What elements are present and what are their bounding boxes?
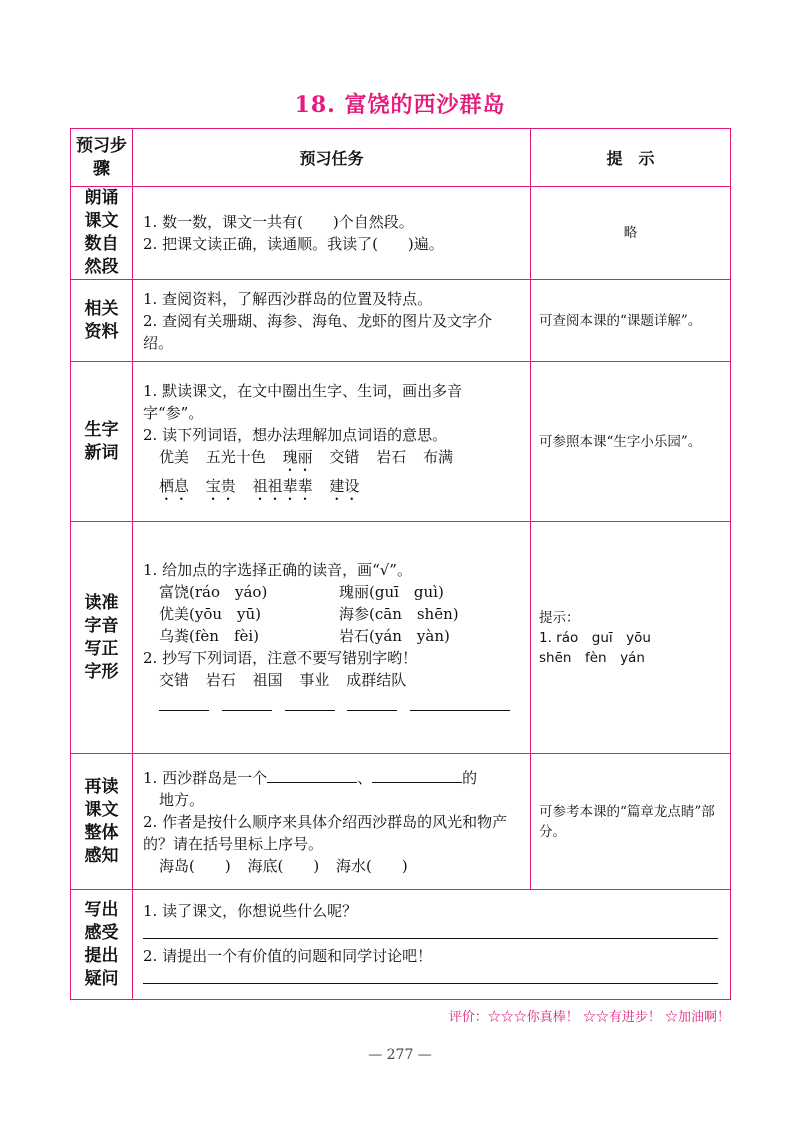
table-row: [71, 890, 731, 1000]
fill-blank[interactable]: [267, 782, 357, 783]
task-item: 2. 读下列词语，想办法理解加点词语的意思。: [143, 425, 448, 444]
pinyin-row: [143, 581, 520, 603]
word: 成群结队: [346, 670, 407, 689]
task-item: 2. 抄写下列词语，注意不要写错别字哟！: [143, 648, 418, 667]
dotted-word: 瑰丽: [282, 447, 313, 466]
header-hint: 提 示: [531, 129, 731, 187]
preview-table: [70, 128, 731, 1000]
task-item: 2. 把课文读正确，读通顺。我读了( )遍。: [143, 235, 444, 253]
pinyin-row: [143, 625, 520, 647]
fill-blank[interactable]: [372, 782, 462, 783]
answer-line[interactable]: [143, 967, 718, 984]
task-item: 1. 读了课文，你想说些什么呢？: [143, 901, 358, 920]
hint-answer: 1. ráo guī yōu: [539, 629, 651, 646]
word: 交错: [329, 447, 360, 466]
header-step: 预习步骤: [71, 129, 133, 187]
order-list: [143, 855, 520, 877]
copy-word-list: [143, 669, 520, 691]
step-cell: 相关资料: [71, 280, 133, 362]
pinyin-row: [143, 603, 520, 625]
writing-blank[interactable]: [410, 710, 510, 711]
step-cell: 读准字音写正字形: [71, 522, 133, 754]
task-item: 1. 查阅资料，了解西沙群岛的位置及特点。: [143, 289, 433, 308]
table-header-row: [71, 129, 731, 187]
writing-blanks: [143, 695, 520, 717]
task-cell-wide: [133, 890, 731, 1000]
table-row: [71, 522, 731, 754]
task-cell: [133, 362, 531, 522]
dotted-word: 宝贵: [205, 476, 236, 495]
task-cell: [133, 522, 531, 754]
pinyin-choice: 优美(yōu yū): [159, 604, 262, 623]
table-row: [71, 362, 731, 522]
word: 祖国: [252, 670, 283, 689]
word: 优美: [159, 447, 190, 466]
word: 布满: [422, 447, 453, 466]
dotted-word: 栖息: [159, 476, 190, 495]
pinyin-choice: 海参(cān shēn): [339, 604, 459, 623]
step-cell: 朗诵课文数自然段: [71, 187, 133, 280]
table-row: [71, 280, 731, 362]
hint-cell: 可参考本课的“篇章龙点睛”部分。: [531, 754, 731, 890]
task-item: 1. 给加点的字选择正确的读音，画“√”。: [143, 560, 412, 579]
task-item: 1. 数一数，课文一共有( )个自然段。: [143, 213, 414, 231]
page-number: — 277 —: [368, 1047, 432, 1063]
pinyin-choice: 岩石(yán yàn): [339, 626, 450, 645]
step-cell: 生字新词: [71, 362, 133, 522]
order-item[interactable]: 海水( ): [336, 856, 408, 875]
step-cell: 写出感受提出疑问: [71, 890, 133, 1000]
order-item[interactable]: 海底( ): [247, 856, 320, 875]
task-item-cont: 地方。: [159, 790, 205, 809]
hint-cell: 可查阅本课的“课题详解”。: [531, 280, 731, 362]
table-row: [71, 187, 731, 280]
word-list: [143, 475, 520, 504]
task-cell: [133, 187, 531, 280]
dotted-word: 祖祖辈辈: [252, 476, 313, 495]
task-item: 2. 请提出一个有价值的问题和同学讨论吧！: [143, 946, 433, 965]
word: 岩石: [205, 670, 236, 689]
table-row: [71, 754, 731, 890]
word: 交错: [159, 670, 190, 689]
order-item[interactable]: 海岛( ): [159, 856, 231, 875]
evaluation-line: 评价：☆☆☆你真棒！ ☆☆有进步！ ☆加油啊！: [448, 1010, 730, 1025]
hint-cell: [531, 522, 731, 754]
word-list: [143, 446, 520, 475]
pinyin-choice: 富饶(ráo yáo): [159, 582, 268, 601]
pinyin-choice: 瑰丽(guī guì): [339, 582, 444, 601]
step-cell: 再读课文整体感知: [71, 754, 133, 890]
hint-label: 提示：: [539, 609, 580, 626]
dotted-word: 建设: [329, 476, 360, 495]
writing-blank[interactable]: [159, 710, 209, 711]
writing-blank[interactable]: [285, 710, 335, 711]
word: 事业: [299, 670, 330, 689]
page-title: 18. 富饶的西沙群岛: [294, 92, 506, 118]
header-task: 预习任务: [133, 129, 531, 187]
word: 岩石: [376, 447, 407, 466]
task-cell: [133, 280, 531, 362]
hint-answer: shēn fèn yán: [539, 649, 645, 666]
pinyin-choice: 乌粪(fèn fèi): [159, 626, 260, 645]
hint-cell: 略: [531, 187, 731, 280]
task-item: 2. 查阅有关珊瑚、海参、海龟、龙虾的图片及文字介绍。: [143, 311, 493, 352]
word: 五光十色: [205, 447, 266, 466]
hint-cell: 可参照本课“生字小乐园”。: [531, 362, 731, 522]
answer-line[interactable]: [143, 922, 718, 939]
writing-blank[interactable]: [347, 710, 397, 711]
task-item: 1. 西沙群岛是一个 、 的: [143, 768, 478, 787]
task-cell: [133, 754, 531, 890]
task-item: 2. 作者是按什么顺序来具体介绍西沙群岛的风光和物产的？请在括号里标上序号。: [143, 812, 508, 853]
task-item: 1. 默读课文，在文中圈出生字、生词，画出多音字“参”。: [143, 381, 463, 422]
writing-blank[interactable]: [222, 710, 272, 711]
